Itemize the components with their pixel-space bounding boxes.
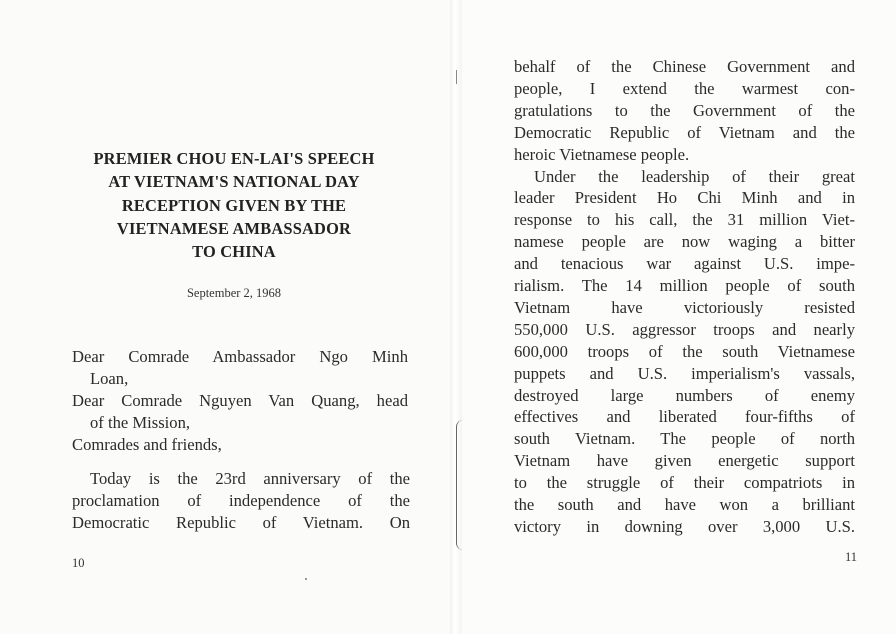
page-number-left: 10 bbox=[72, 556, 85, 570]
body-line: Under the leadership of their great bbox=[534, 166, 855, 186]
body-line: behalf of the Chinese Government and bbox=[514, 57, 855, 76]
body-line: effectives and liberated four-fifths of bbox=[514, 407, 855, 427]
gutter-mark bbox=[456, 420, 463, 550]
speech-title bbox=[50, 147, 418, 263]
body-line: namese people are now waging a bitter bbox=[514, 232, 855, 252]
body-line: leader President Ho Chi Minh and in bbox=[514, 188, 855, 208]
salutation-line: Dear Comrade Nguyen Van Quang, head bbox=[72, 391, 408, 410]
body-line: and tenacious war against U.S. impe- bbox=[514, 254, 855, 274]
salutation-line: of the Mission, bbox=[90, 413, 191, 432]
gutter-mark bbox=[456, 70, 467, 84]
body-line: south Vietnam. The people of north bbox=[514, 429, 855, 449]
body-line: victory in downing over 3,000 U.S. bbox=[514, 516, 855, 536]
body-line: proclamation of independence of the bbox=[72, 491, 410, 510]
title-line: RECEPTION GIVEN BY THE bbox=[121, 195, 347, 215]
body-line: 550,000 U.S. aggressor troops and nearly bbox=[514, 319, 855, 339]
body-line: Vietnam have given energetic support bbox=[514, 451, 855, 471]
body-line: Democratic Republic of Vietnam. On bbox=[72, 513, 410, 532]
salutation-line: Dear Comrade Ambassador Ngo Minh bbox=[72, 347, 408, 366]
body-line: heroic Vietnamese people. bbox=[514, 144, 690, 164]
body-line: Vietnam have victoriously resisted bbox=[514, 297, 855, 317]
title-line: AT VIETNAM'S NATIONAL DAY bbox=[108, 172, 360, 192]
body-line: to the struggle of their compatriots in bbox=[514, 473, 855, 493]
speck bbox=[305, 578, 307, 580]
body-line: puppets and U.S. imperialism's vassals, bbox=[514, 363, 855, 383]
salutation-line: Comrades and friends, bbox=[72, 435, 222, 454]
body-line: Democratic Republic of Vietnam and the bbox=[514, 122, 855, 142]
title-line: VIETNAMESE AMBASSADOR bbox=[116, 218, 352, 238]
body-line: response to his call, the 31 million Viet- bbox=[514, 210, 855, 230]
body-line: 600,000 troops of the south Vietnamese bbox=[514, 341, 855, 361]
body-line: people, I extend the warmest con- bbox=[514, 78, 855, 98]
body-line: rialism. The 14 million people of south bbox=[514, 276, 855, 295]
body-line: Today is the 23rd anniversary of the bbox=[90, 469, 410, 488]
speech-date: September 2, 1968 bbox=[186, 286, 282, 300]
body-line: gratulations to the Government of the bbox=[514, 100, 855, 120]
title-line: TO CHINA bbox=[192, 242, 276, 262]
salutation-line: Loan, bbox=[90, 369, 129, 388]
page-number-right: 11 bbox=[845, 550, 858, 564]
body-line: the south and have won a brilliant bbox=[514, 495, 855, 514]
title-line: PREMIER CHOU EN-LAI'S SPEECH bbox=[93, 149, 375, 168]
body-line: destroyed large numbers of enemy bbox=[514, 385, 855, 405]
